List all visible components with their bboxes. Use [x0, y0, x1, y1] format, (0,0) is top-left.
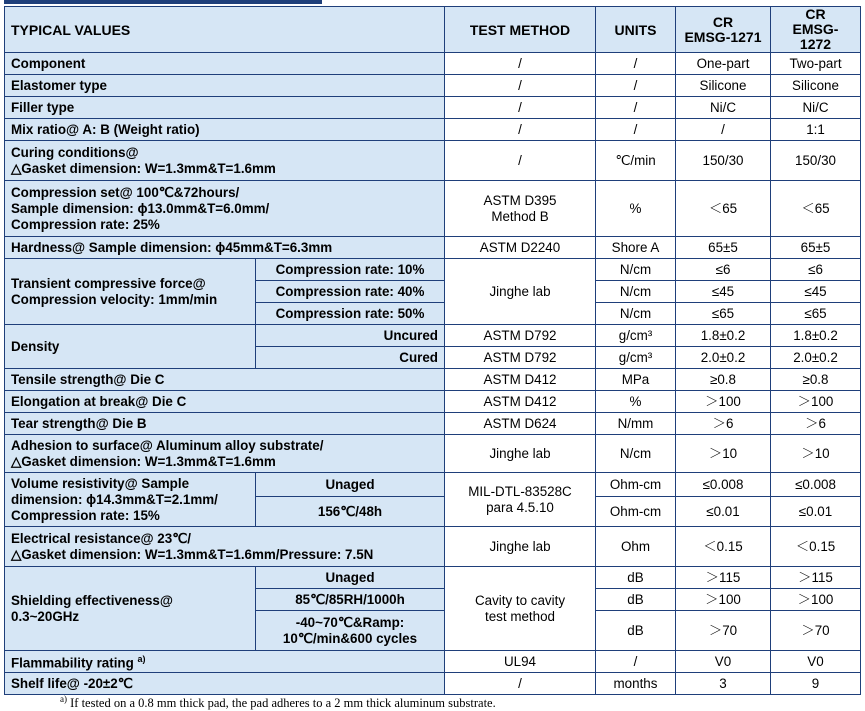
row-label-line: dimension: ϕ14.3mm&T=2.1mm/ — [11, 491, 218, 507]
top-accent-bar — [4, 0, 322, 4]
footnote-text: If tested on a 0.8 mm thick pad, the pad adheres to a 2 mm thick aluminum substrate. — [70, 696, 496, 711]
unit-cell: months — [596, 673, 676, 695]
value-1271: ＞100 — [676, 391, 771, 413]
sub-label: Uncured — [256, 325, 445, 347]
value-1272: ≤6 — [771, 259, 861, 281]
sub-label: 156℃/48h — [256, 497, 445, 527]
value-1272: 9 — [771, 673, 861, 695]
unit-cell: dB — [596, 611, 676, 651]
header-product-1272-line2: EMSG-1272 — [792, 21, 839, 52]
row-label: Component — [5, 53, 445, 75]
value-1272: 1:1 — [771, 119, 861, 141]
sub-label: Unaged — [256, 567, 445, 589]
row-label — [5, 527, 445, 567]
row-electrical — [5, 527, 861, 567]
row-label-line: △Gasket dimension: W=1.3mm&T=1.6mm/Pressure: 7.5N — [11, 546, 374, 562]
row-label — [5, 141, 445, 181]
value-1272: V0 — [771, 651, 861, 673]
test-method-cell: / — [445, 75, 596, 97]
value-1272: ＞70 — [771, 611, 861, 651]
value-1271: 65±5 — [676, 237, 771, 259]
row-label-line: Compression rate: 15% — [11, 507, 160, 523]
row-label-text: Flammability rating — [11, 655, 134, 671]
unit-cell: Ohm-cm — [596, 473, 676, 497]
row-label: Density — [5, 325, 256, 369]
unit-cell: N/cm — [596, 303, 676, 325]
value-1272: 2.0±0.2 — [771, 347, 861, 369]
value-1272: ≤0.008 — [771, 473, 861, 497]
row-elongation — [5, 391, 861, 413]
row-shielding-unaged — [5, 567, 861, 589]
sub-label: Unaged — [256, 473, 445, 497]
sub-label: 85℃/85RH/1000h — [256, 589, 445, 611]
row-label: Mix ratio@ A: B (Weight ratio) — [5, 119, 445, 141]
unit-cell: / — [596, 119, 676, 141]
unit-cell: / — [596, 651, 676, 673]
row-label-line: Shielding effectiveness@ — [11, 592, 173, 608]
unit-cell: dB — [596, 589, 676, 611]
value-1271: ＞115 — [676, 567, 771, 589]
unit-cell: Ohm-cm — [596, 497, 676, 527]
row-label — [5, 567, 256, 651]
test-method-line: Cavity to cavity — [474, 592, 566, 608]
row-label-line: Compression rate: 25% — [11, 216, 160, 232]
unit-cell: / — [596, 53, 676, 75]
value-1271: 2.0±0.2 — [676, 347, 771, 369]
test-method-cell: / — [445, 141, 596, 181]
row-label — [5, 259, 256, 325]
value-1272: Ni/C — [771, 97, 861, 119]
header-typical-values: TYPICAL VALUES — [5, 7, 445, 53]
value-1271: ＞10 — [676, 435, 771, 473]
value-1271: ＞100 — [676, 589, 771, 611]
test-method-cell: Jinghe lab — [445, 527, 596, 567]
value-1272: ＞115 — [771, 567, 861, 589]
value-1272: 65±5 — [771, 237, 861, 259]
row-label-line: Compression velocity: 1mm/min — [11, 291, 218, 307]
value-1272: ＞6 — [771, 413, 861, 435]
sub-label: Compression rate: 40% — [256, 281, 445, 303]
test-method-line: ASTM D395 — [483, 192, 557, 208]
value-1271: ≤0.008 — [676, 473, 771, 497]
row-curing — [5, 141, 861, 181]
row-shelf-life — [5, 673, 861, 695]
sub-label-line: -40~70℃&Ramp: — [295, 614, 405, 630]
footnote — [60, 694, 496, 711]
value-1271: V0 — [676, 651, 771, 673]
test-method-cell — [445, 181, 596, 237]
unit-cell: N/cm — [596, 435, 676, 473]
unit-cell: % — [596, 181, 676, 237]
row-label-line: Adhesion to surface@ Aluminum alloy substrate/ — [11, 437, 324, 453]
unit-cell: g/cm³ — [596, 347, 676, 369]
value-1271: ＜0.15 — [676, 527, 771, 567]
unit-cell: MPa — [596, 369, 676, 391]
value-1272: Two-part — [771, 53, 861, 75]
value-1272: ≤65 — [771, 303, 861, 325]
sub-label: Compression rate: 50% — [256, 303, 445, 325]
test-method-cell: ASTM D792 — [445, 347, 596, 369]
row-flammability — [5, 651, 861, 673]
row-component — [5, 53, 861, 75]
row-label-line: △Gasket dimension: W=1.3mm&T=1.6mm — [11, 453, 276, 469]
unit-cell: g/cm³ — [596, 325, 676, 347]
row-label-line: Sample dimension: ϕ13.0mm&T=6.0mm/ — [11, 200, 270, 216]
test-method-line: test method — [485, 608, 555, 624]
footnote-mark: a) — [60, 694, 67, 704]
test-method-cell: / — [445, 673, 596, 695]
value-1272: ≥0.8 — [771, 369, 861, 391]
row-label-line: Curing conditions@ — [11, 144, 139, 160]
row-label: Hardness@ Sample dimension: ϕ45mm&T=6.3mm — [5, 237, 445, 259]
value-1271: / — [676, 119, 771, 141]
header-product-1272-line1: CR — [805, 6, 826, 22]
test-method-cell: ASTM D792 — [445, 325, 596, 347]
row-volume-unaged — [5, 473, 861, 497]
header-product-1271-line1: CR — [712, 13, 734, 30]
unit-cell: N/cm — [596, 281, 676, 303]
value-1271: ＞6 — [676, 413, 771, 435]
row-filler — [5, 97, 861, 119]
sub-label-line: 10℃/min&600 cycles — [282, 630, 418, 646]
header-units: UNITS — [596, 7, 676, 53]
value-1272: ＜0.15 — [771, 527, 861, 567]
unit-cell: / — [596, 75, 676, 97]
unit-cell: / — [596, 97, 676, 119]
unit-cell: dB — [596, 567, 676, 589]
unit-cell: Ohm — [596, 527, 676, 567]
test-method-cell: ASTM D624 — [445, 413, 596, 435]
value-1272: 150/30 — [771, 141, 861, 181]
test-method-cell: ASTM D2240 — [445, 237, 596, 259]
row-label — [5, 435, 445, 473]
row-adhesion — [5, 435, 861, 473]
row-label: Shelf life@ -20±2℃ — [5, 673, 445, 695]
value-1272: ＞100 — [771, 391, 861, 413]
row-label: Elongation at break@ Die C — [5, 391, 445, 413]
value-1271: ＞70 — [676, 611, 771, 651]
value-1271: ≤65 — [676, 303, 771, 325]
header-product-1271-line2: EMSG-1271 — [684, 28, 762, 45]
test-method-cell: Jinghe lab — [445, 259, 596, 325]
sub-label: Compression rate: 10% — [256, 259, 445, 281]
row-label — [5, 473, 256, 527]
test-method-line: Method B — [491, 208, 549, 224]
test-method-cell: / — [445, 119, 596, 141]
value-1271: Silicone — [676, 75, 771, 97]
value-1272: ＞10 — [771, 435, 861, 473]
unit-cell: N/mm — [596, 413, 676, 435]
row-label-line: 0.3~20GHz — [11, 608, 80, 624]
test-method-line: MIL-DTL-83528C — [468, 483, 572, 499]
value-1271: 3 — [676, 673, 771, 695]
unit-cell: N/cm — [596, 259, 676, 281]
test-method-cell: / — [445, 97, 596, 119]
row-tear — [5, 413, 861, 435]
value-1271: ≤0.01 — [676, 497, 771, 527]
sub-label: Cured — [256, 347, 445, 369]
value-1272: 1.8±0.2 — [771, 325, 861, 347]
test-method-cell — [445, 473, 596, 527]
row-label — [5, 651, 445, 673]
value-1272: ≤45 — [771, 281, 861, 303]
header-row — [5, 7, 861, 53]
row-label-line: △Gasket dimension: W=1.3mm&T=1.6mm — [11, 160, 276, 176]
row-label — [5, 181, 445, 237]
row-label-line: Volume resistivity@ Sample — [11, 475, 190, 491]
test-method-cell: UL94 — [445, 651, 596, 673]
row-label: Tear strength@ Die B — [5, 413, 445, 435]
value-1272: ＜65 — [771, 181, 861, 237]
unit-cell: Shore A — [596, 237, 676, 259]
row-transient-10 — [5, 259, 861, 281]
test-method-cell: / — [445, 53, 596, 75]
value-1271: ≤45 — [676, 281, 771, 303]
row-tensile — [5, 369, 861, 391]
value-1271: 1.8±0.2 — [676, 325, 771, 347]
header-product-1272 — [771, 7, 861, 53]
value-1271: One-part — [676, 53, 771, 75]
value-1272: ≤0.01 — [771, 497, 861, 527]
value-1272: Silicone — [771, 75, 861, 97]
row-hardness — [5, 237, 861, 259]
value-1271: Ni/C — [676, 97, 771, 119]
header-product-1271 — [676, 7, 771, 53]
test-method-cell: ASTM D412 — [445, 391, 596, 413]
value-1271: ≤6 — [676, 259, 771, 281]
row-label: Filler type — [5, 97, 445, 119]
row-density-uncured — [5, 325, 861, 347]
header-test-method: TEST METHOD — [445, 7, 596, 53]
value-1271: 150/30 — [676, 141, 771, 181]
row-label-line: Electrical resistance@ 23℃/ — [11, 530, 191, 546]
row-label: Tensile strength@ Die C — [5, 369, 445, 391]
sub-label — [256, 611, 445, 651]
test-method-cell: ASTM D412 — [445, 369, 596, 391]
row-compression-set — [5, 181, 861, 237]
footnote-ref: a) — [137, 654, 146, 665]
value-1271: ＜65 — [676, 181, 771, 237]
row-label-line: Transient compressive force@ — [11, 275, 206, 291]
typical-values-table — [4, 6, 861, 695]
value-1272: ＞100 — [771, 589, 861, 611]
unit-cell: % — [596, 391, 676, 413]
test-method-cell: Jinghe lab — [445, 435, 596, 473]
test-method-line: para 4.5.10 — [486, 499, 554, 515]
row-label: Elastomer type — [5, 75, 445, 97]
value-1271: ≥0.8 — [676, 369, 771, 391]
row-mix-ratio — [5, 119, 861, 141]
unit-cell: ℃/min — [596, 141, 676, 181]
row-label-line: Compression set@ 100℃&72hours/ — [11, 184, 240, 200]
row-elastomer — [5, 75, 861, 97]
test-method-cell — [445, 567, 596, 651]
